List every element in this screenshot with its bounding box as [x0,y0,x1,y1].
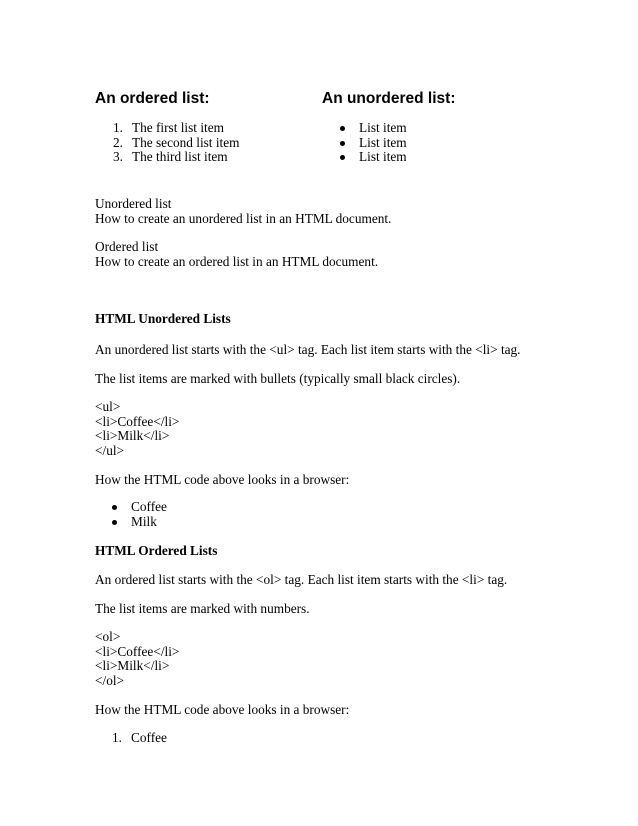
code-line: <ul> [95,399,121,414]
list-item-number: 2. [113,134,123,150]
list-item-number: 1. [112,730,122,745]
unordered-demo-list [131,500,167,529]
ordered-section-paragraph: How the HTML code above looks in a browser: [95,702,350,717]
list-item-text: List item [359,134,407,150]
ordered-section-paragraph: The list items are marked with numbers. [95,601,310,616]
list-item [113,149,239,165]
list-item [131,515,167,530]
bullet-icon [340,155,345,160]
example-ordered-list [113,120,240,165]
list-item-number: 1. [113,120,123,135]
ordered-demo-list [112,730,167,746]
ordered-list-heading: An ordered list: [95,90,210,107]
list-item-text: Coffee [131,730,167,745]
code-line: <li>Milk</li> [95,428,170,443]
ordered-code-example [95,630,179,688]
code-line: <li>Coffee</li> [95,643,180,659]
list-item [113,120,239,136]
intro-description: How to create an unordered list in an HTML document. [95,211,392,226]
bullet-icon [340,141,345,146]
list-item-text: Milk [131,513,157,529]
ordered-list-intro [95,239,378,269]
list-item-text: The first list item [132,120,224,135]
list-item-number: 3. [113,149,123,164]
list-item-text: List item [359,149,407,164]
code-line: <li>Coffee</li> [95,413,180,429]
ordered-section-paragraph: An ordered list starts with the <ol> tag. Each list item starts with the <li> tag. [95,572,508,587]
unordered-section-title: HTML Unordered Lists [95,311,231,326]
list-item [359,136,407,151]
bullet-icon [340,126,345,131]
list-item [359,150,407,165]
intro-title: Ordered list [95,239,159,254]
list-item [112,730,167,746]
code-line: </ul> [95,442,125,458]
code-line: </ol> [95,672,125,688]
unordered-code-example [95,400,179,458]
list-item-text: The second list item [132,134,240,150]
intro-title: Unordered list [95,196,172,211]
list-item [113,134,240,151]
ordered-section-title: HTML Ordered Lists [95,543,218,558]
unordered-list-intro [95,196,391,226]
code-line: <ol> [95,629,121,644]
list-item [359,121,407,136]
list-item-text: List item [359,120,407,135]
example-unordered-list [359,121,407,165]
unordered-list-heading: An unordered list: [322,90,456,107]
unordered-section-paragraph: The list items are marked with bullets (typically small black circles). [95,371,461,386]
list-item-text: The third list item [132,149,228,164]
unordered-section-paragraph: An unordered list starts with the <ul> tag. Each list item starts with the <li> tag. [95,342,521,357]
intro-description: How to create an ordered list in an HTML document. [95,254,379,269]
list-item [131,500,167,515]
bullet-icon [112,520,117,525]
bullet-icon [112,505,117,510]
code-line: <li>Milk</li> [95,658,170,673]
unordered-section-paragraph: How the HTML code above looks in a browser: [95,472,350,487]
list-item-text: Coffee [131,499,167,514]
